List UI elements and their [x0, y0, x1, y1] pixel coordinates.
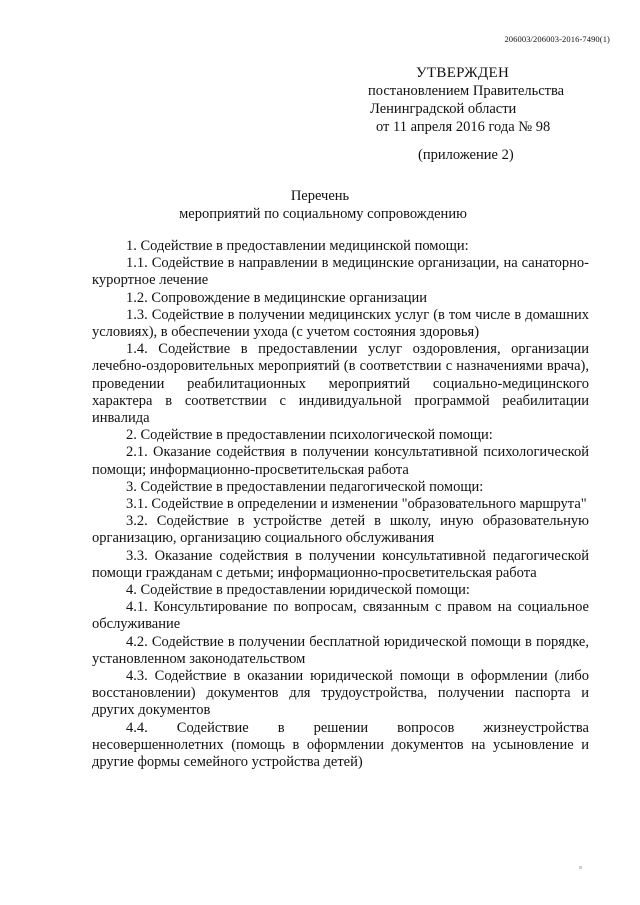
list-item: 4.1. Консультирование по вопросам, связанным с правом на социальное обслуживание [92, 599, 589, 633]
approval-heading: УТВЕРЖДЕН [416, 65, 510, 81]
document-title-main: Перечень [290, 188, 350, 204]
list-item: 1.3. Содействие в получении медицинских услуг (в том числе в домашних условиях), в обеспечении ухода (с учетом состояния здоровья) [92, 306, 589, 341]
list-item: 4.3. Содействие в оказании юридической помощи в оформлении (либо восстановлении) документов для трудоустройства, получении паспорта и других документов [92, 668, 589, 719]
document-registration-code: 206003/206003-2016-7490(1) [504, 34, 610, 44]
list-item: 3. Содействие в предоставлении педагогической помощи: [126, 478, 484, 495]
list-item: 4. Содействие в предоставлении юридической помощи: [126, 582, 470, 599]
list-item: 3.2. Содействие в устройстве детей в школу, иную образовательную организацию, организацию социального обслуживания [92, 513, 589, 547]
list-item: 1.2. Сопровождение в медицинские организации [126, 289, 428, 306]
list-item: 1.4. Содействие в предоставлении услуг оздоровления, организации лечебно-оздоровительных мероприятий (в соответствии с назначениями врача), проведении реабилитационных мероприятий социально-медицинского характера в соответствии с индивидуальной программой реабилитации инвалида [92, 341, 589, 427]
approval-stamp-block [352, 64, 592, 164]
approval-line-2: Ленинградской области [370, 101, 517, 117]
list-item: 3.3. Оказание содействия в получении консультативной педагогической помощи гражданам с детьми; информационно-просветительская работа [92, 547, 589, 581]
list-item: 1.1. Содействие в направлении в медицинские организации, на санаторно-курортное лечение [92, 255, 589, 289]
measures-list [92, 238, 589, 771]
list-item: 4.2. Содействие в получении бесплатной юридической помощи в порядке, установленном законодательством [92, 633, 589, 667]
list-item: 1. Содействие в предоставлении медицинской помощи: [126, 238, 469, 254]
list-item: 4.4. Содействие в решении вопросов жизнеустройства несовершеннолетних (помощь в оформлении документов на усыновление и другие формы семейного устройства детей) [92, 719, 589, 771]
list-item: 2. Содействие в предоставлении психологической помощи: [126, 427, 493, 444]
approval-line-1: постановлением Правительства [368, 83, 565, 99]
document-title-subtitle: мероприятий по социальному сопровождению [179, 206, 467, 222]
scan-speck [579, 866, 582, 869]
approval-line-3: от 11 апреля 2016 года № 98 [376, 119, 551, 135]
document-title [0, 187, 640, 223]
list-item: 2.1. Оказание содействия в получении консультативной психологической помощи; информационно-просветительская работа [92, 444, 589, 478]
list-item: 3.1. Содействие в определении и изменении "образовательного маршрута" [126, 496, 587, 513]
approval-appendix: (приложение 2) [418, 147, 514, 163]
